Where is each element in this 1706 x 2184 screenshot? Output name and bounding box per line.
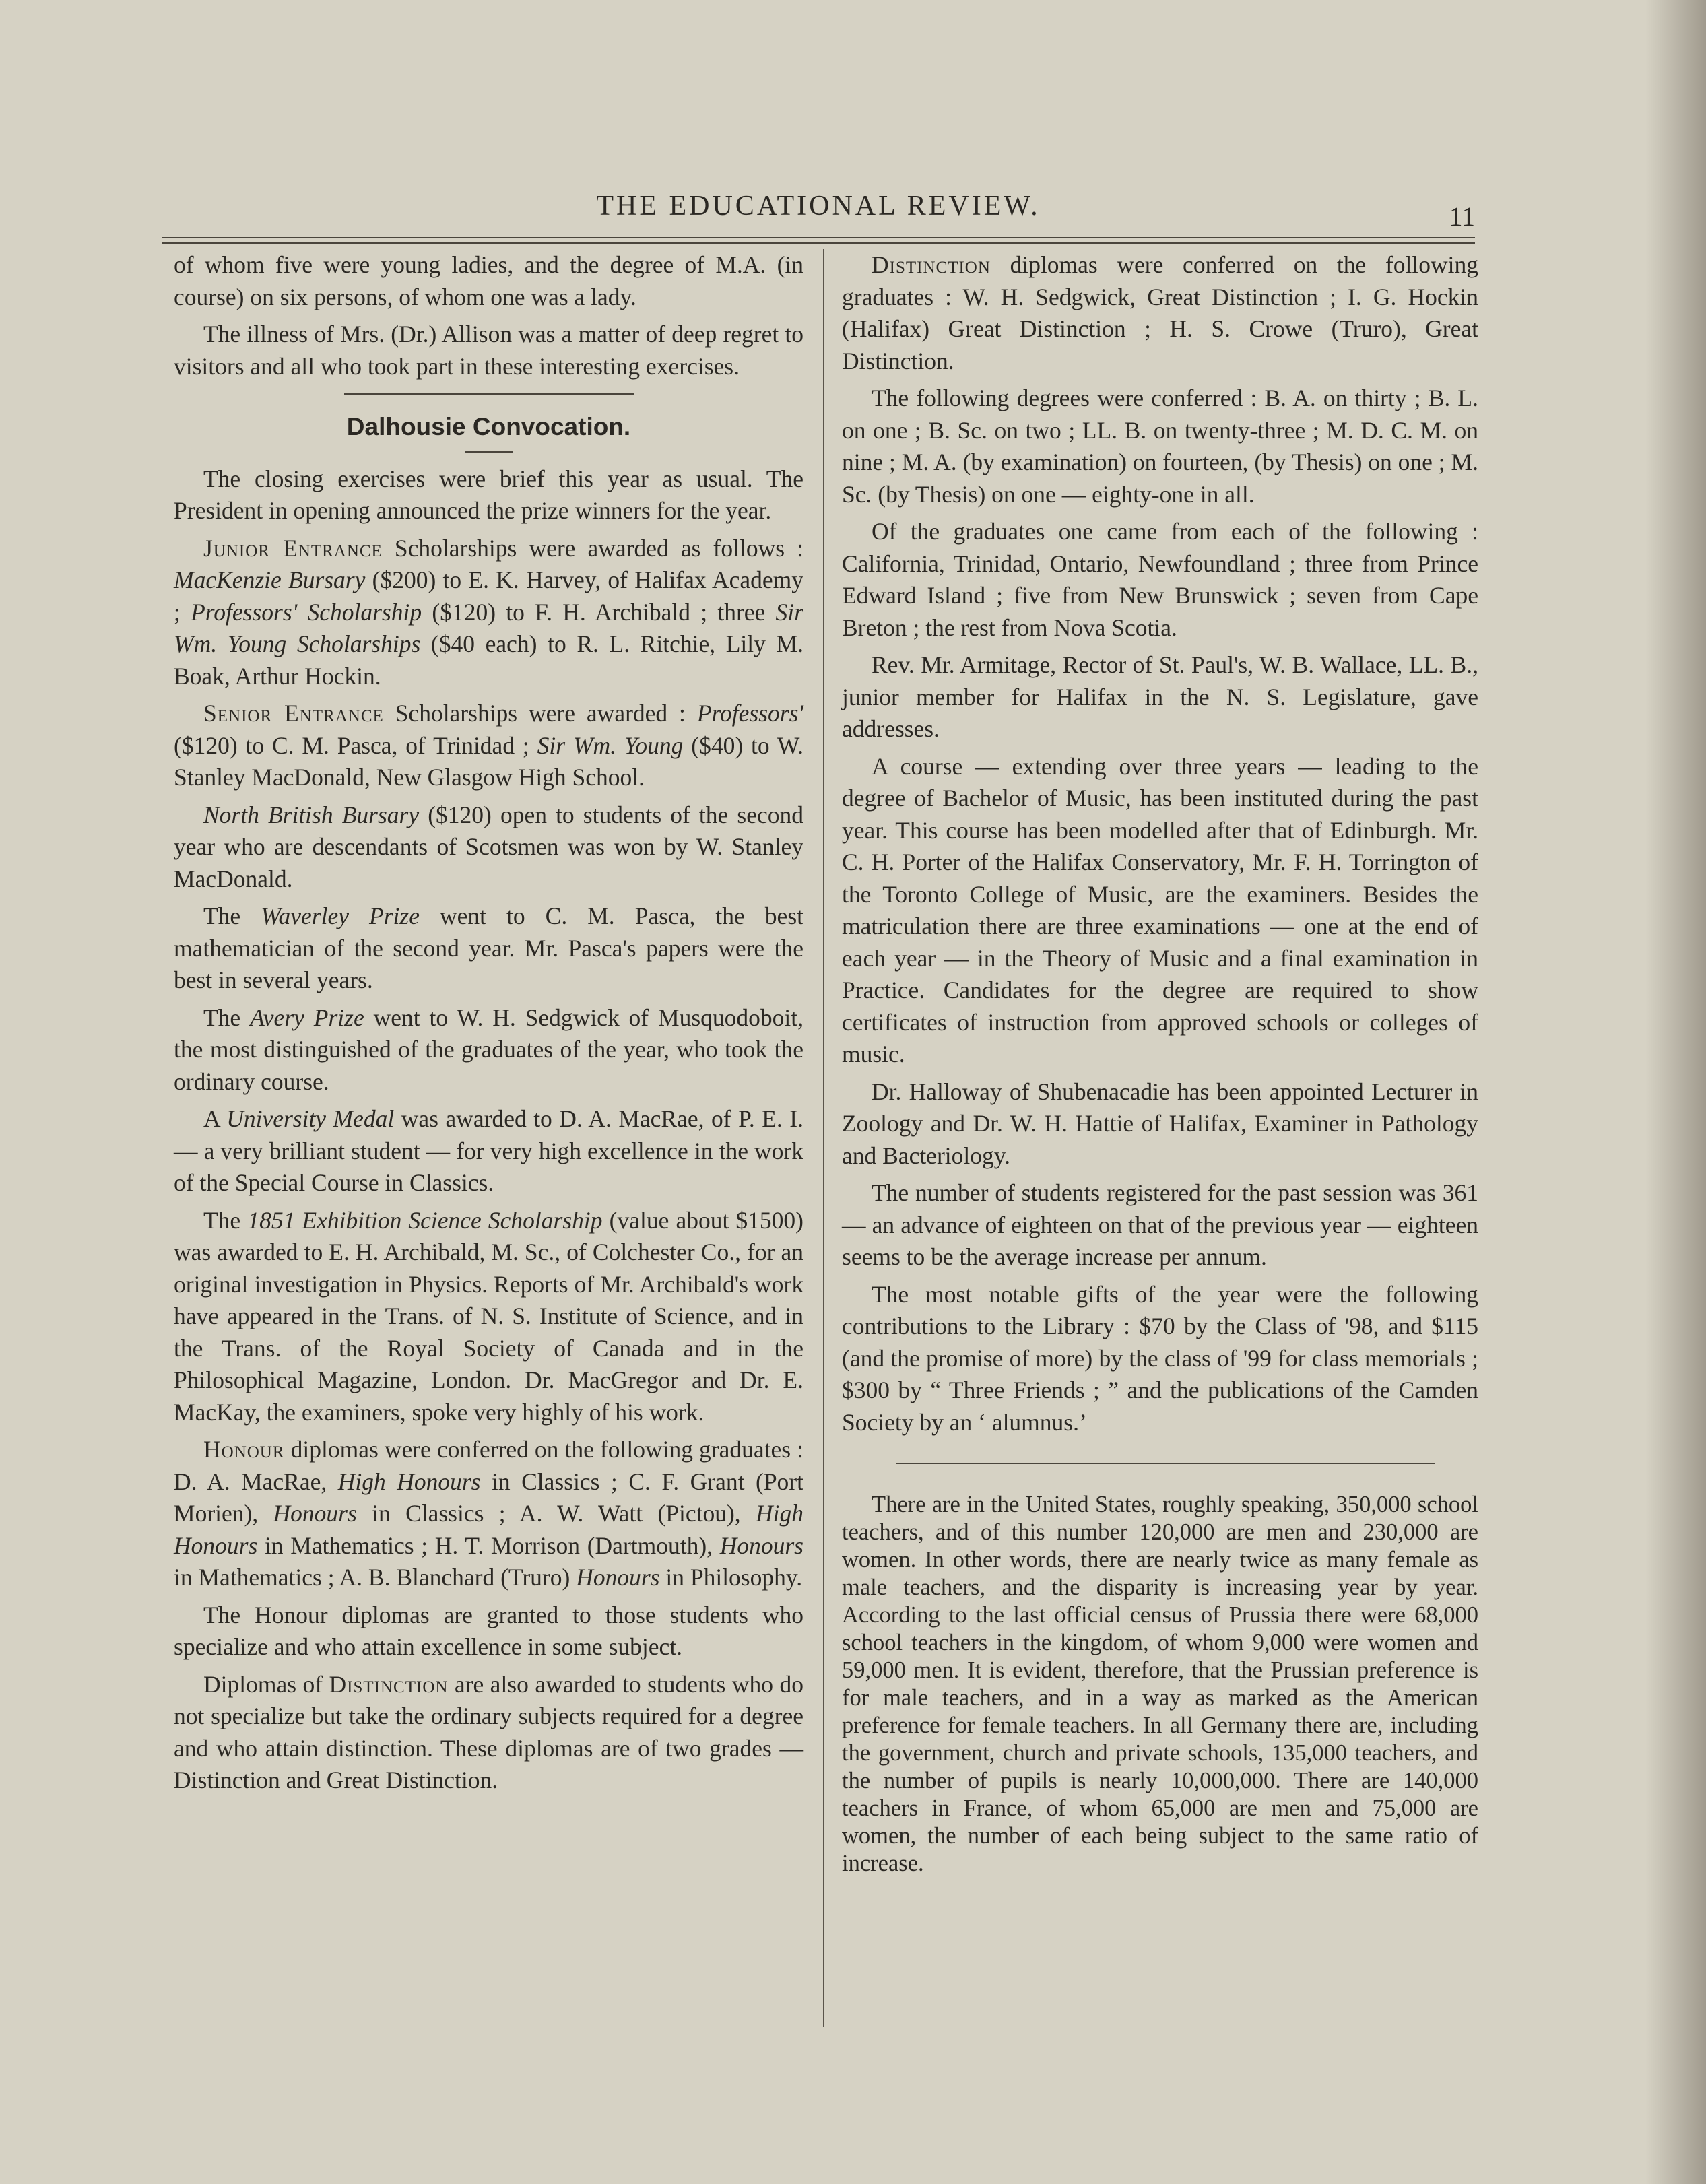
text-run: ($120) to C. M. Pasca, of Trinidad ; (174, 731, 537, 759)
paragraph: Of the graduates one came from each of the following : California, Trinidad, Ontario, Newfoundland ; three from Prince Edward Island ; five from New Brunswick ; seven from Cape Breton ; the rest from Nova Scotia. (842, 518, 1478, 641)
text-run: ($40 each) to R. L. Ritchie, Lily M. Boak, Arthur Hockin. (174, 630, 803, 690)
small-caps-lead: Distinction (329, 1670, 449, 1698)
text-run: went to C. M. Pasca, the best mathematician of the second year. Mr. Pasca's papers were the best in several years. (174, 902, 803, 993)
text-run: are also awarded to students who do not specialize but take the ordinary subjects required for a degree and who attain distinction. These diplomas are of two grades — Distinction and Great Distinction. (174, 1670, 803, 1793)
text-run: The (203, 1003, 251, 1031)
paragraph: The most notable gifts of the year were the following contributions to the Library : $70 by the Class of '98, and $115 (and the promise of more) by the class of '99 for class memorials ; $300 by “ Three Friends ; ” and the publications of the Camden Society by an ‘ alumnus.’ (842, 1280, 1478, 1436)
paragraph (174, 533, 803, 693)
page-number: 11 (1449, 201, 1475, 232)
paragraph: Dr. Halloway of Shubenacadie has been appointed Lecturer in Zoology and Dr. W. H. Hattie of Halifax, Examiner in Pathology and Bacteriology. (842, 1078, 1478, 1169)
section-heading: Dalhousie Convocation. (346, 413, 631, 440)
note-paragraph: There are in the United States, roughly speaking, 350,000 school teachers, and of this number 120,000 are men and 230,000 are women. In other words, there are nearly twice as many female as male teachers, and the disparity is increasing year by year. According to the last official census of Prussia there were 68,000 school teachers in the kingdom, of whom 9,000 were women and 59,000 men. It is evident, therefore, that the Prussian preference is for male teachers, and in a way as marked as the American preference for female teachers. In all Germany there are, including the government, church and private schools, 135,000 teachers, and the number of pupils is nearly 10,000,000. There are 140,000 teachers in France, of whom 65,000 are men and 75,000 are women, the number of each being subject to the same ratio of increase. (842, 1492, 1478, 1876)
column-divider (823, 249, 824, 2027)
text-run: The (203, 1206, 248, 1234)
paragraph: of whom five were young ladies, and the degree of M.A. (in course) on six persons, of whom one was a lady. (174, 251, 803, 310)
running-head (162, 190, 1475, 237)
text-run: in Mathematics ; H. T. Morrison (Dartmouth), (257, 1531, 720, 1559)
italic-run: MacKenzie Bursary (174, 566, 366, 593)
small-caps-lead: Senior Entrance (203, 700, 384, 727)
paragraph (174, 1205, 803, 1429)
paragraph (842, 249, 1478, 377)
italic-run: Sir Wm. Young Scholarships (174, 598, 803, 657)
text-run: in Mathematics ; A. B. Blanchard (Truro) (174, 1564, 577, 1591)
paragraph: The Honour diplomas are granted to those students who specialize and who attain excellence in some subject. (174, 1601, 803, 1660)
text-run: diplomas were conferred on the following graduates : W. H. Sedgwick, Great Distinction ; I. G. Hockin (Halifax) Great Distinction ; H. S. Crowe (Truro), Great Distinction. (842, 251, 1478, 374)
small-caps-lead: Junior Entrance (203, 534, 383, 562)
text-run: A (203, 1105, 227, 1132)
text-run: ($200) to E. K. Harvey, of Halifax Academy ; (174, 566, 803, 626)
italic-run: Honours (273, 1500, 357, 1527)
italic-run: North British Bursary (203, 801, 420, 828)
paragraph (174, 1002, 803, 1098)
section-rule (344, 393, 634, 395)
text-run: in Classics ; A. W. Watt (Pictou), (356, 1500, 756, 1527)
text-run: in Philosophy. (659, 1564, 803, 1591)
right-column (842, 249, 1478, 1883)
small-caps-lead: Distinction (872, 251, 991, 278)
italic-run: 1851 Exhibition Science Scholarship (247, 1206, 603, 1234)
paragraph: The number of students registered for the past session was 361 — an advance of eighteen on that of the previous year — eighteen seems to be the average increase per annum. (842, 1179, 1478, 1270)
italic-run: Honours (719, 1531, 803, 1559)
paragraph (174, 1103, 803, 1199)
italic-run: Avery Prize (250, 1003, 364, 1031)
italic-run: High Honours (174, 1500, 803, 1559)
paragraph (174, 1434, 803, 1594)
text-run: went to W. H. Sedgwick of Musquodoboit, the most distinguished of the graduates of the year, who took the ordinary course. (174, 1003, 803, 1095)
paragraph (174, 698, 803, 794)
text-run: ($120) to F. H. Archibald ; three (422, 598, 776, 626)
journal-title: THE EDUCATIONAL REVIEW. (596, 191, 1041, 222)
header-rule (162, 237, 1475, 244)
paragraph: Rev. Mr. Armitage, Rector of St. Paul's, W. B. Wallace, LL. B., junior member for Halifax in the N. S. Legislature, gave addresses. (842, 651, 1478, 742)
heading-underline (465, 451, 513, 453)
paragraph: A course — extending over three years — leading to the degree of Bachelor of Music, has been instituted during the past year. This course has been modelled after that of Edinburgh. Mr. C. H. Porter of the Halifax Conservatory, Mr. F. H. Torrington of the Toronto College of Music, are the examiners. Besides the matriculation there are three examinations — one at the end of each year — in the Theory of Music and a final examination in Practice. Candidates for the degree are required to show certificates of instruction from approved schools or colleges of music. (842, 752, 1478, 1067)
text-run: (value about $1500) was awarded to E. H. Archibald, M. Sc., of Colchester Co., for an original investigation in Physics. Reports of Mr. Archibald's work have appeared in the Trans. of N. S. Institute of Science, and in the Trans. of the Royal Society of Canada and in the Philosophical Magazine, London. Dr. MacGregor and Dr. E. MacKay, the examiners, spoke very highly of his work. (174, 1206, 803, 1426)
text-run: ($40) to W. Stanley MacDonald, New Glasgow High School. (174, 731, 803, 791)
text-run: diplomas were conferred on the following graduates : D. A. MacRae, (174, 1436, 803, 1495)
italic-run: Waverley Prize (261, 902, 420, 929)
paragraph (174, 799, 803, 896)
paragraph: The illness of Mrs. (Dr.) Allison was a matter of deep regret to visitors and all who took part in these interesting exercises. (174, 321, 803, 380)
italic-run: Professors' (696, 700, 803, 727)
text-run: ($120) open to students of the second year who are descendants of Scotsmen was won by W. Stanley MacDonald. (174, 801, 803, 892)
italic-run: University Medal (226, 1105, 395, 1132)
page-edge-shadow (1645, 0, 1706, 2184)
text-run: in Classics ; C. F. Grant (Port Morien), (174, 1467, 803, 1527)
italic-run: Professors' Scholarship (191, 598, 422, 626)
small-caps-lead: Honour (203, 1436, 285, 1463)
paragraph (174, 900, 803, 997)
paragraph: The closing exercises were brief this year as usual. The President in opening announced the prize winners for the year. (174, 465, 803, 524)
text-run: Scholarships were awarded as follows : (382, 534, 804, 562)
note-separator-rule (896, 1463, 1435, 1464)
paragraph (174, 1669, 803, 1797)
italic-run: High Honours (337, 1467, 481, 1495)
italic-run: Honours (576, 1564, 660, 1591)
text-run: Scholarships were awarded : (383, 700, 697, 727)
text-run: was awarded to D. A. MacRae, of P. E. I. — a very brilliant student — for very high excellence in the work of the Special Course in Classics. (174, 1105, 803, 1196)
text-run: The (203, 902, 261, 929)
italic-run: Sir Wm. Young (537, 731, 684, 759)
paragraph: The following degrees were conferred : B. A. on thirty ; B. L. on one ; B. Sc. on two ; LL. B. on twenty-three ; M. D. C. M. on nine ; M. A. (by examination) on fourteen, (by Thesis) on one ; M. Sc. (by Thesis) on one — eighty-one in all. (842, 385, 1478, 508)
left-column (174, 249, 803, 1802)
text-run: Diplomas of (203, 1670, 329, 1698)
